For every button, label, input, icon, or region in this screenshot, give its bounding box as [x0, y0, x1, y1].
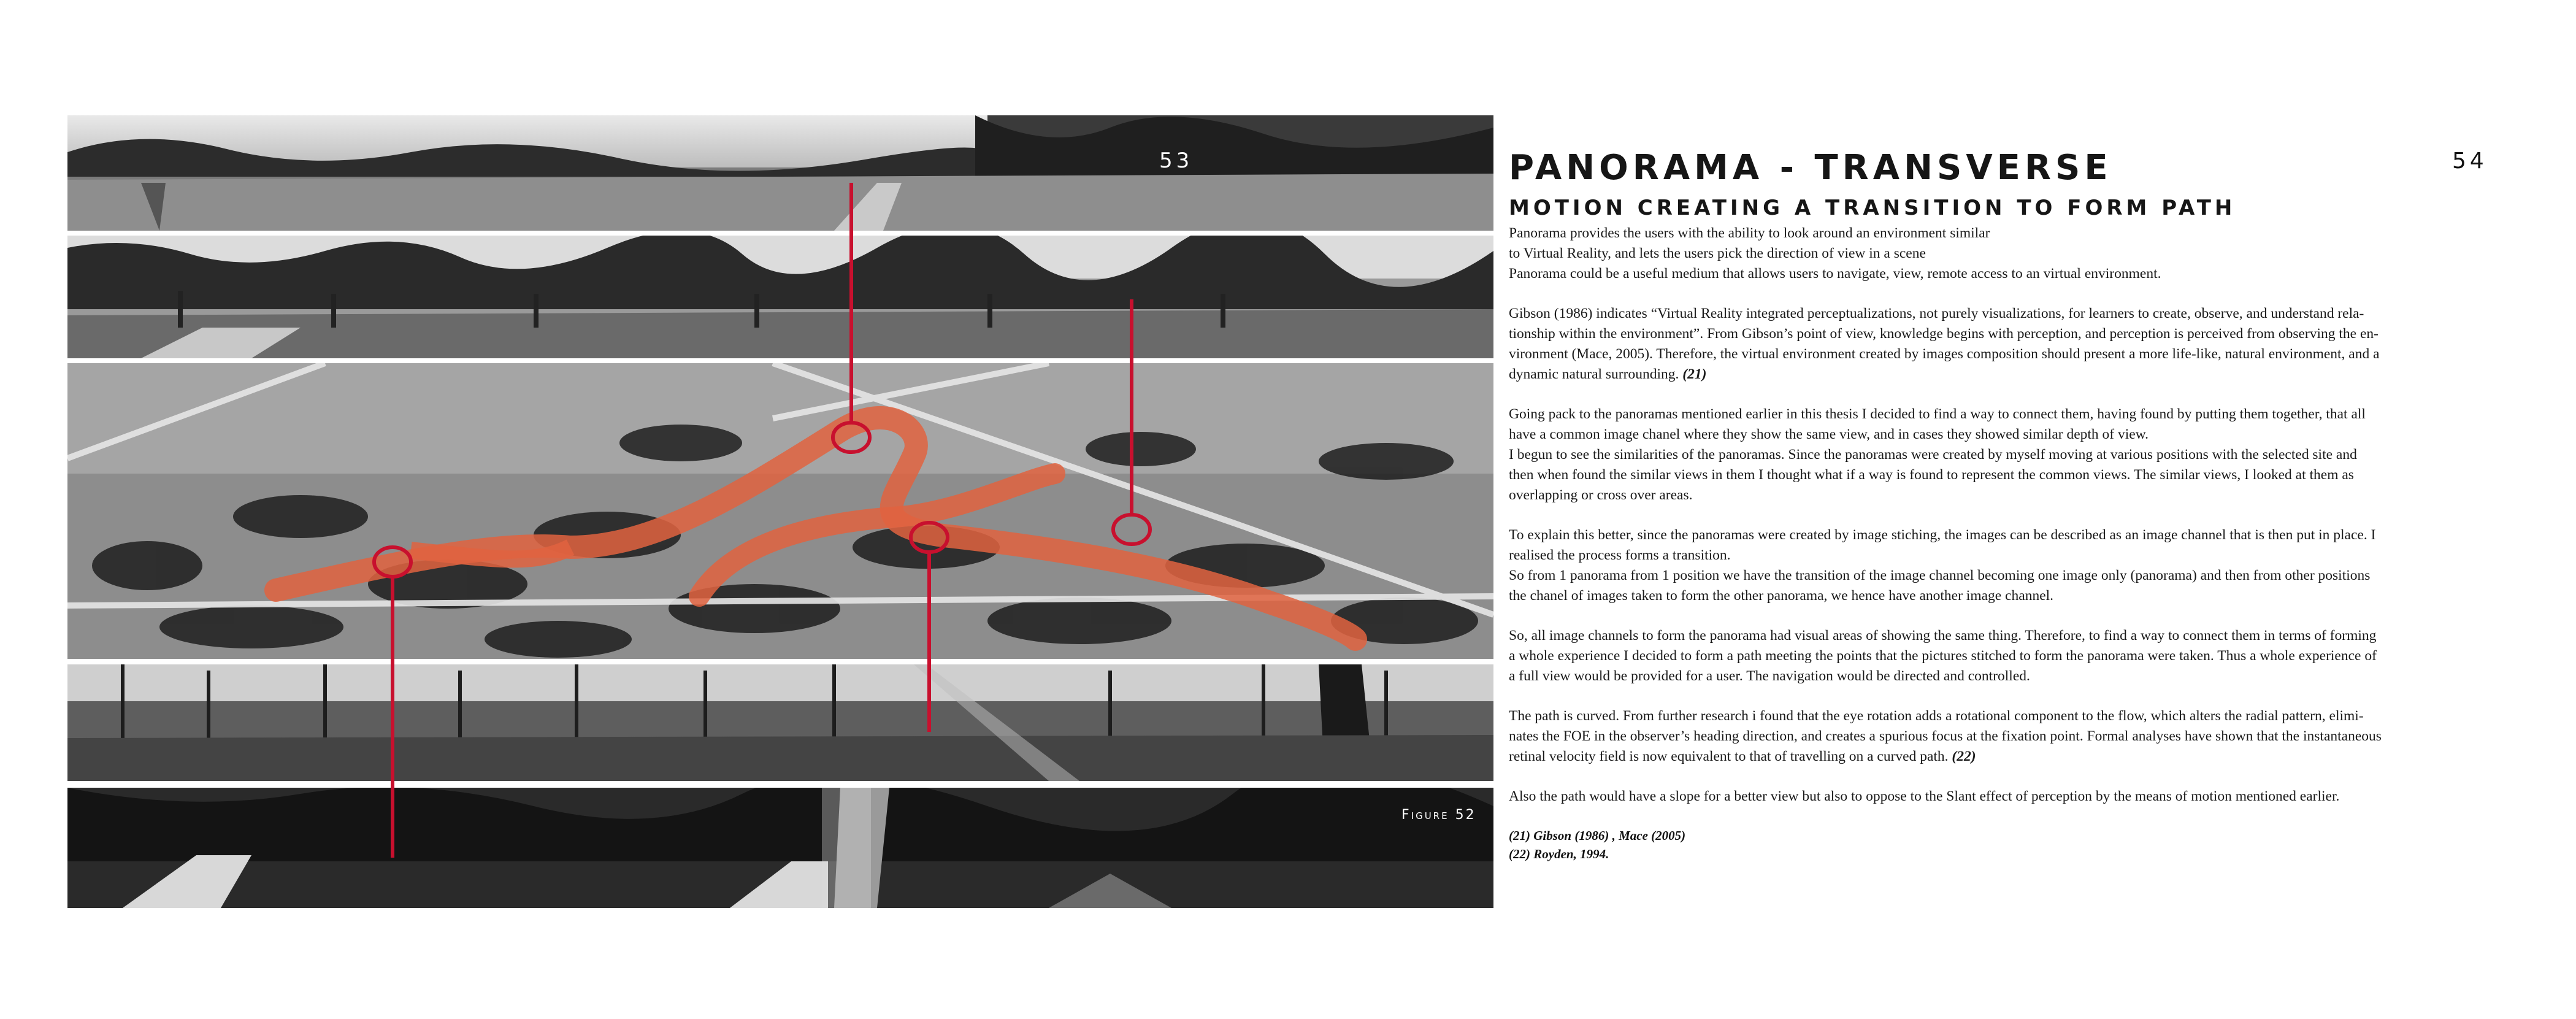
references — [1509, 826, 2435, 863]
panorama-strip-4 — [67, 664, 1493, 781]
text-line: to Virtual Reality, and lets the users pick the direction of view in a scene — [1509, 245, 1926, 261]
text-line: Also the path would have a slope for a better view but also to oppose to the Slant effect of perception by the means of motion mentioned earlier. — [1509, 788, 2340, 804]
paragraph-5 — [1509, 626, 2435, 686]
page-number-right: 54 — [2452, 148, 2488, 174]
citation-21: (21) — [1682, 366, 1707, 382]
text-line: Gibson (1986) indicates “Virtual Reality integrated perceptualizations, not purely visualizations, for learners to create, observe, and understand rela- — [1509, 306, 2364, 321]
text-line: So, all image channels to form the panorama had visual areas of showing the same thing. Therefore, to find a way to connect them in terms of forming — [1509, 628, 2377, 644]
page-number-left: 53 — [1159, 148, 1194, 173]
text-line: have a common image chanel where they show the same view, and in cases they showed similar depth of view. — [1509, 426, 2149, 442]
paragraph-3 — [1509, 404, 2435, 506]
text-line: then when found the similar views in them I thought what if a way is found to represent the common views. The similar views, I looked at them as — [1509, 467, 2354, 483]
text-line: dynamic natural surrounding. — [1509, 366, 1679, 382]
citation-22: (22) — [1952, 748, 1976, 764]
paragraph-6 — [1509, 706, 2435, 767]
reference-22: (22) Royden, 1994. — [1509, 847, 1609, 861]
text-line: Going pack to the panoramas mentioned earlier in this thesis I decided to find a way to connect them, having found by putting them together, that all — [1509, 406, 2366, 422]
text-line: vironment (Mace, 2005). Therefore, the virtual environment created by images composition should present a more life-like, natural environment, and a — [1509, 346, 2380, 362]
figure-label: Figure 52 — [1401, 807, 1476, 823]
panorama-figure — [67, 115, 1493, 908]
text-line: the chanel of images taken to form the other panorama, we hence have another image channel. — [1509, 588, 2054, 604]
text-line: retinal velocity field is now equivalent to that of travelling on a curved path. — [1509, 748, 1949, 764]
panorama-strip-3-aerial — [67, 363, 1493, 659]
text-line: overlapping or cross over areas. — [1509, 487, 1693, 503]
text-line: Panorama provides the users with the ability to look around an environment similar — [1509, 225, 1990, 241]
text-line: So from 1 panorama from 1 position we have the transition of the image channel becoming one image only (panorama) and then from other positions — [1509, 567, 2371, 583]
page-subtitle: MOTION CREATING A TRANSITION TO FORM PATH — [1509, 196, 2236, 220]
panorama-strip-5 — [67, 788, 1493, 908]
text-line: a full view would be provided for a user. The navigation would be directed and controlled. — [1509, 668, 2030, 684]
text-line: To explain this better, since the panoramas were created by image stiching, the images can be described as an image channel that is then put in place. I — [1509, 527, 2376, 543]
text-line: I begun to see the similarities of the panoramas. Since the panoramas were created by myself moving at various positions with the selected site and — [1509, 447, 2357, 463]
panorama-strip-2 — [67, 236, 1493, 358]
text-line: a whole experience I decided to form a path meeting the points that the pictures stitched to form the panorama were taken. Thus a whole experience of — [1509, 648, 2377, 664]
paragraph-4 — [1509, 525, 2435, 606]
reference-21: (21) Gibson (1986) , Mace (2005) — [1509, 828, 1686, 843]
text-line: The path is curved. From further research i found that the eye rotation adds a rotational component to the flow, which alters the radial pattern, elimi- — [1509, 708, 2364, 724]
page-title: PANORAMA - TRANSVERSE — [1509, 148, 2112, 188]
panorama-strip-1 — [67, 115, 1493, 231]
text-line: realised the process forms a transition. — [1509, 547, 1731, 563]
body-text — [1509, 223, 2435, 863]
paragraph-2 — [1509, 304, 2435, 385]
paragraph-1 — [1509, 223, 2435, 284]
paragraph-7 — [1509, 786, 2435, 807]
text-line: Panorama could be a useful medium that allows users to navigate, view, remote access to an virtual environment. — [1509, 266, 2161, 282]
text-line: nates the FOE in the observer’s heading direction, and creates a spurious focus at the fixation point. Formal analyses have shown that the instantaneous — [1509, 728, 2382, 744]
text-line: tionship within the environment”. From Gibson’s point of view, knowledge begins with perception, and perception is perceived from observing the en- — [1509, 326, 2379, 342]
text-page — [1509, 146, 2435, 863]
